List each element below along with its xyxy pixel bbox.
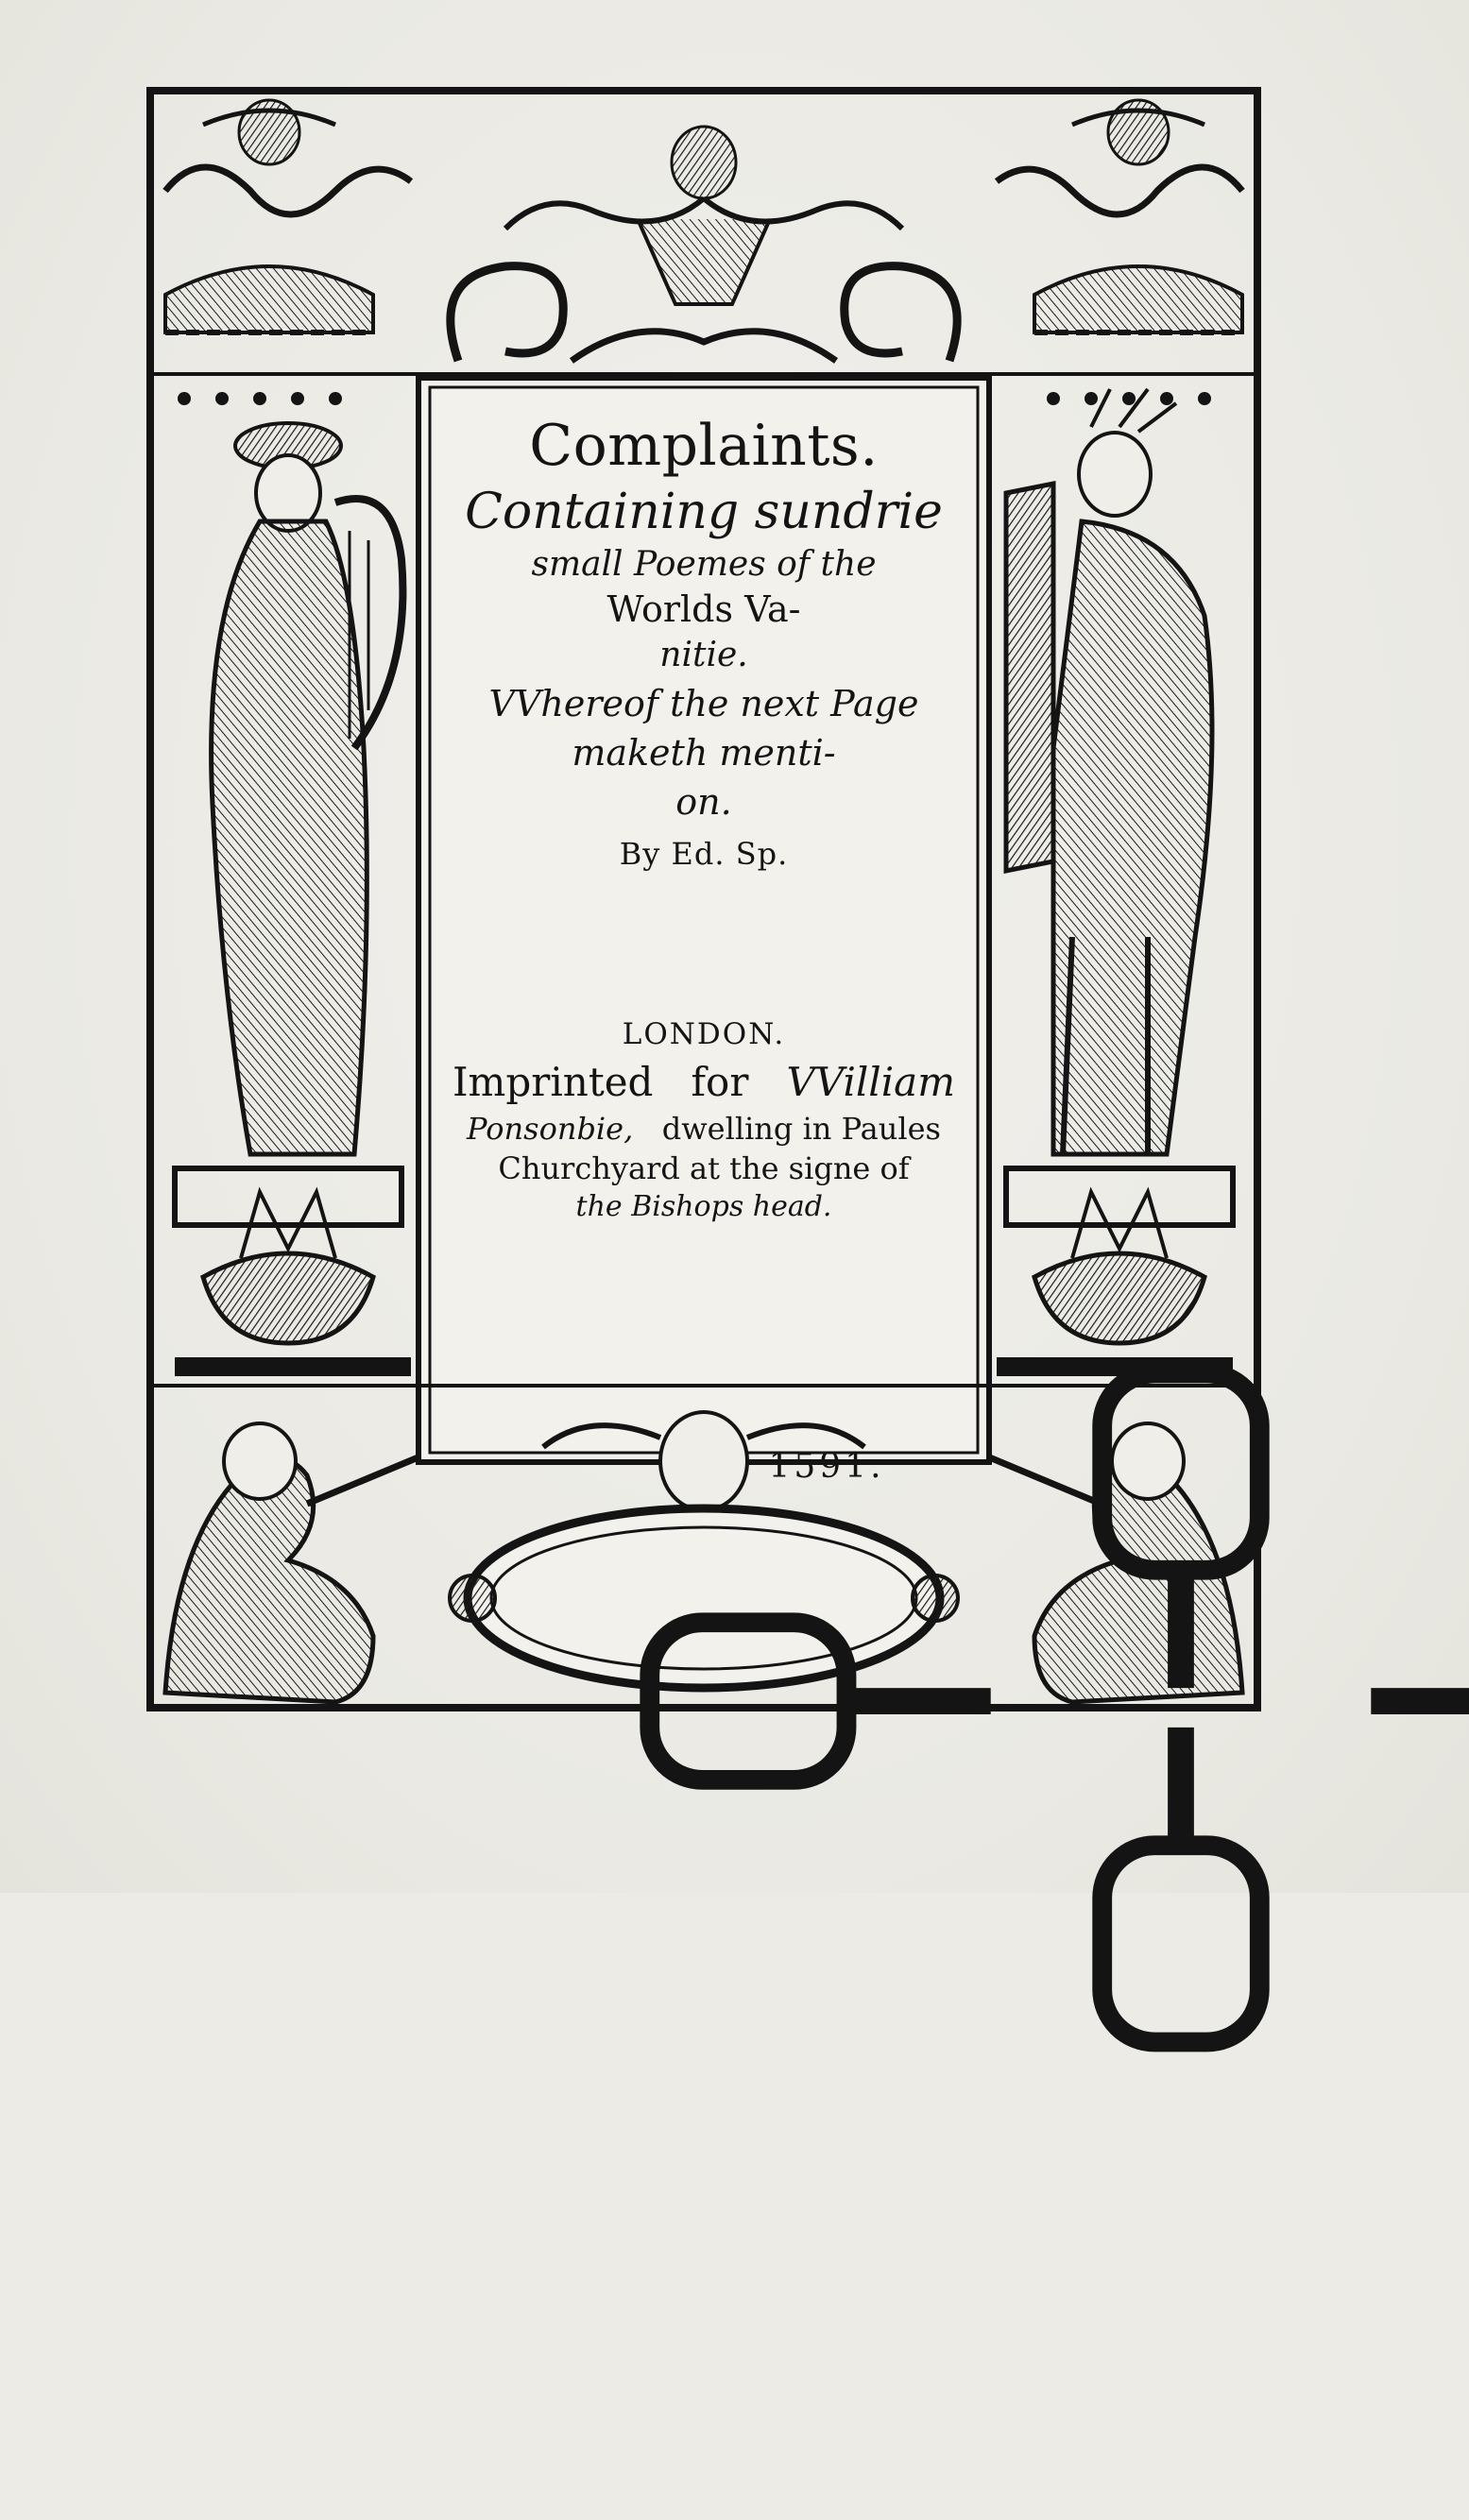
woodcut-border [146, 87, 1261, 1711]
title-containing: Containing sundrie [465, 484, 943, 540]
imprint-sign: the Bishops head. [575, 1190, 832, 1223]
imprint-for: for [691, 1059, 749, 1105]
title-block [430, 391, 978, 1221]
imprint-publisher-last: Ponsonbie, [467, 1111, 634, 1147]
title-worlds-va: Worlds Va- [606, 588, 801, 630]
title-whereof: VVhereof the next Page [488, 683, 919, 724]
imprint-city: LONDON. [622, 1017, 786, 1051]
left-figure-harpist [175, 423, 411, 1376]
imprint-churchyard: Churchyard at the signe of [498, 1150, 910, 1186]
manicule-icon [623, 895, 784, 999]
title-small-poemes: small Poemes of the [531, 545, 877, 584]
title-nitie: nitie. [659, 636, 748, 674]
imprint-dwelling: dwelling in Paules [661, 1111, 941, 1147]
title-complaints: Complaints. [529, 413, 879, 479]
author-line: By Ed. Sp. [619, 836, 789, 872]
imprint-publisher-first: VVilliam [786, 1059, 956, 1105]
imprint-imprinted: Imprinted [452, 1059, 654, 1105]
title-on: on. [675, 781, 732, 823]
title-maketh: maketh menti- [572, 732, 836, 774]
top-ornament [150, 91, 1257, 405]
imprint-year: 1591. [768, 1447, 885, 1486]
